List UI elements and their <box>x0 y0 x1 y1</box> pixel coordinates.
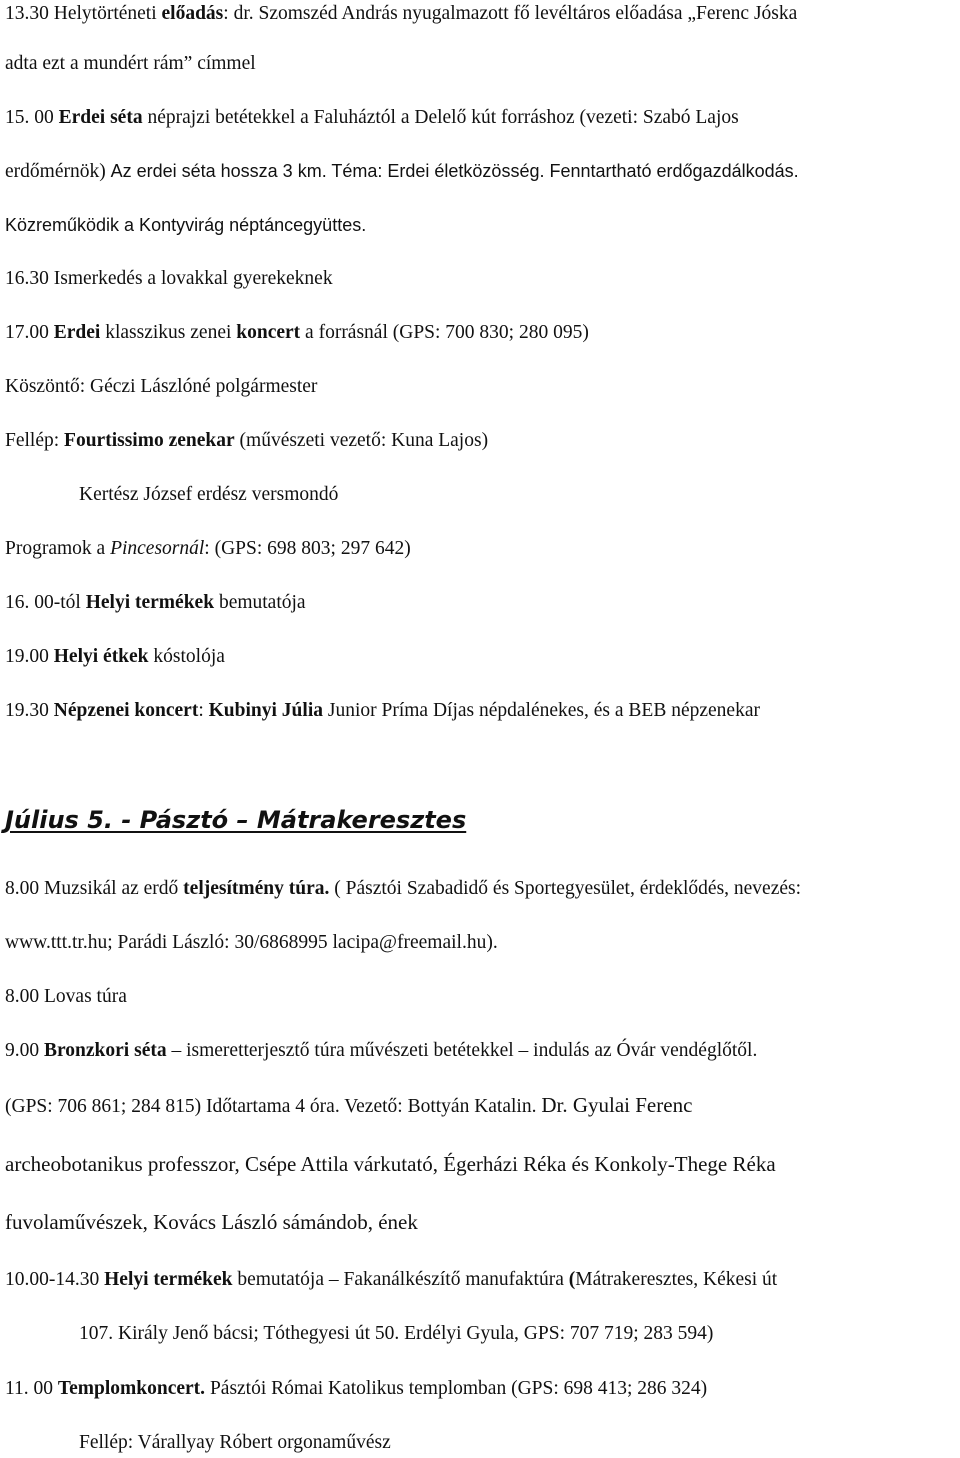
program-line-lovas-tura: 8.00 Lovas túra <box>5 986 127 1007</box>
program-line-bronzkori-gps: (GPS: 706 861; 284 815) Időtartama 4 óra. Vezető: Bottyán Katalin. Dr. Gyulai Ferenc <box>5 1093 693 1117</box>
program-line-erdei-seta: 15. 00 Erdei séta néprajzi betétekkel a Faluháztól a Delelő kút forráshoz (vezeti: Szabó Lajos <box>5 107 739 128</box>
program-line-nevezes-contact: www.ttt.tr.hu; Parádi László: 30/6868995 lacipa@freemail.hu). <box>5 932 498 953</box>
program-line-helyi-termekek: 16. 00-tól Helyi termékek bemutatója <box>5 592 306 613</box>
program-line-teljesitmeny-tura: 8.00 Muzsikál az erdő teljesítmény túra. ( Pásztói Szabadidő és Sportegyesület, érdeklődés, nevezés: <box>5 878 802 899</box>
program-line-koszonto: Köszöntő: Géczi Lászlóné polgármester <box>5 376 318 397</box>
program-line-nepzenei-koncert: 19.30 Népzenei koncert: Kubinyi Júlia Junior Príma Díjas népdalénekes, és a BEB népzenekar <box>5 700 760 721</box>
program-line-bronzkori-seta: 9.00 Bronzkori séta – ismeretterjesztő túra művészeti betétekkel – indulás az Óvár vendéglőtől. <box>5 1040 758 1061</box>
program-line-orgonamuvesz: Fellép: Várallyay Róbert orgonaművész <box>79 1432 391 1453</box>
program-line-fuvolamuveszek: fuvolaművészek, Kovács László sámándob, ének <box>5 1210 418 1234</box>
program-line-professzor: archeobotanikus professzor, Csépe Attila várkutató, Égerházi Réka és Konkoly-Thege Réka <box>5 1152 776 1176</box>
program-line-pincesor: Programok a Pincesornál: (GPS: 698 803; 297 642) <box>5 538 411 559</box>
program-line-lovak: 16.30 Ismerkedés a lovakkal gyerekeknek <box>5 268 333 289</box>
program-line-fellep: Fellép: Fourtissimo zenekar (művészeti vezető: Kuna Lajos) <box>5 430 489 451</box>
program-line-helytorteneti: 13.30 Helytörténeti előadás: dr. Szomszéd András nyugalmazott fő levéltáros előadása „Ferenc Jóska <box>5 3 798 24</box>
program-line-fakanal: 10.00-14.30 Helyi termékek bemutatója – Fakanálkészítő manufaktúra (Mátrakeresztes, Kékesi út <box>5 1269 778 1290</box>
program-line-kontyvirag: Közreműködik a Kontyvirág néptáncegyüttes. <box>5 215 367 235</box>
program-line-continuation: adta ezt a mundért rám” címmel <box>5 53 256 74</box>
section-heading-julius-5: Július 5. - Pásztó – Mátrakeresztes <box>5 806 467 834</box>
program-line-templomkoncert: 11. 00 Templomkoncert. Pásztói Római Katolikus templomban (GPS: 698 413; 286 324) <box>5 1378 708 1399</box>
program-line-erdei-seta-details: erdőmérnök) Az erdei séta hossza 3 km. Téma: Erdei életközösség. Fenntartható erdőgazdálkodás. <box>5 161 799 182</box>
program-line-kiraly-jeno: 107. Király Jenő bácsi; Tóthegyesi út 50. Erdélyi Gyula, GPS: 707 719; 283 594) <box>79 1323 714 1344</box>
program-line-versmondo: Kertész József erdész versmondó <box>79 484 339 505</box>
program-line-koncert: 17.00 Erdei klasszikus zenei koncert a forrásnál (GPS: 700 830; 280 095) <box>5 322 589 343</box>
program-line-helyi-etkek: 19.00 Helyi étkek kóstolója <box>5 646 225 667</box>
